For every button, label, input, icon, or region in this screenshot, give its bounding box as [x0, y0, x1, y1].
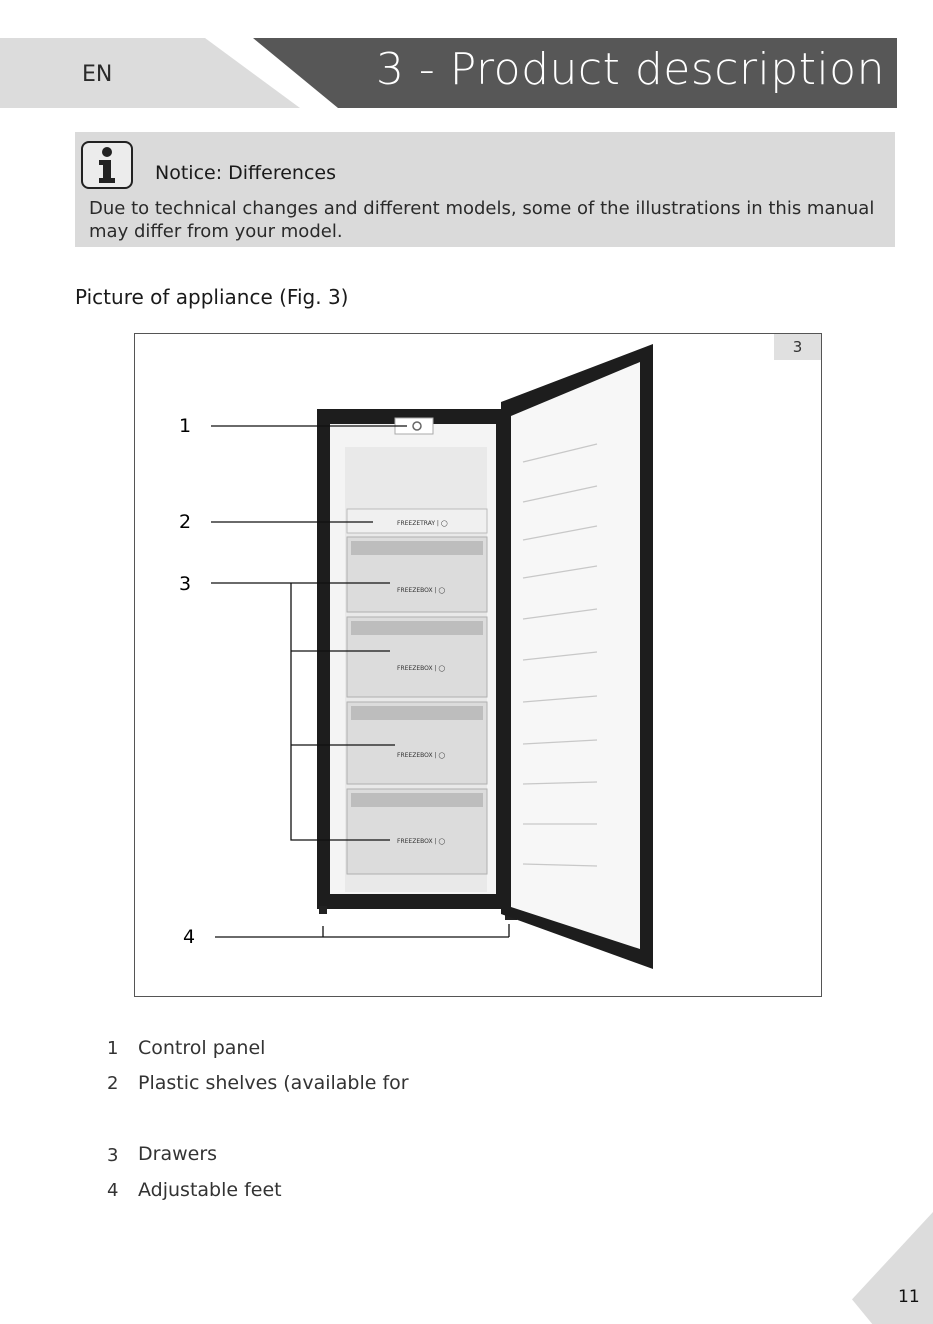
legend-number: 1: [107, 1038, 119, 1059]
language-tab: [0, 38, 300, 108]
drawer-label: FREEZEBOX | ◯: [397, 587, 446, 594]
legend-text: Adjustable feet: [138, 1179, 282, 1201]
freezer-illustration: [135, 334, 821, 996]
drawer-label: FREEZEBOX | ◯: [397, 665, 446, 672]
page-number: 11: [898, 1287, 920, 1307]
drawer: [347, 789, 487, 874]
page-corner-tab: [852, 1212, 933, 1324]
section-heading: Picture of appliance (Fig. 3): [75, 285, 349, 309]
language-label: EN: [82, 62, 113, 87]
legend-number: 2: [107, 1073, 119, 1094]
page-title: 3 - Product description: [375, 44, 885, 95]
notice-body: Due to technical changes and different models, some of the illustrations in this manual may differ from your model.: [89, 198, 875, 242]
drawer-label: FREEZEBOX | ◯: [397, 838, 446, 845]
callout-3: 3: [179, 573, 192, 595]
legend-number: 3: [107, 1145, 119, 1166]
legend-text: Drawers: [138, 1143, 218, 1165]
info-icon: [81, 141, 133, 189]
door-inner: [511, 362, 640, 949]
drawer: [347, 702, 487, 784]
foot-left: [319, 906, 327, 914]
legend-text: Plastic shelves (available for: [138, 1072, 409, 1094]
callout-2: 2: [179, 511, 192, 533]
legend-number: 4: [107, 1180, 119, 1201]
drawer: [347, 537, 487, 612]
callout-4: 4: [183, 926, 196, 948]
figure-tag: 3: [774, 334, 821, 360]
tray-label: FREEZETRAY | ◯: [397, 520, 448, 527]
notice-title: Notice: Differences: [155, 162, 336, 184]
drawer: [347, 617, 487, 697]
callout-1: 1: [179, 415, 192, 437]
legend-text: Control panel: [138, 1037, 266, 1059]
drawer-label: FREEZEBOX | ◯: [397, 752, 446, 759]
